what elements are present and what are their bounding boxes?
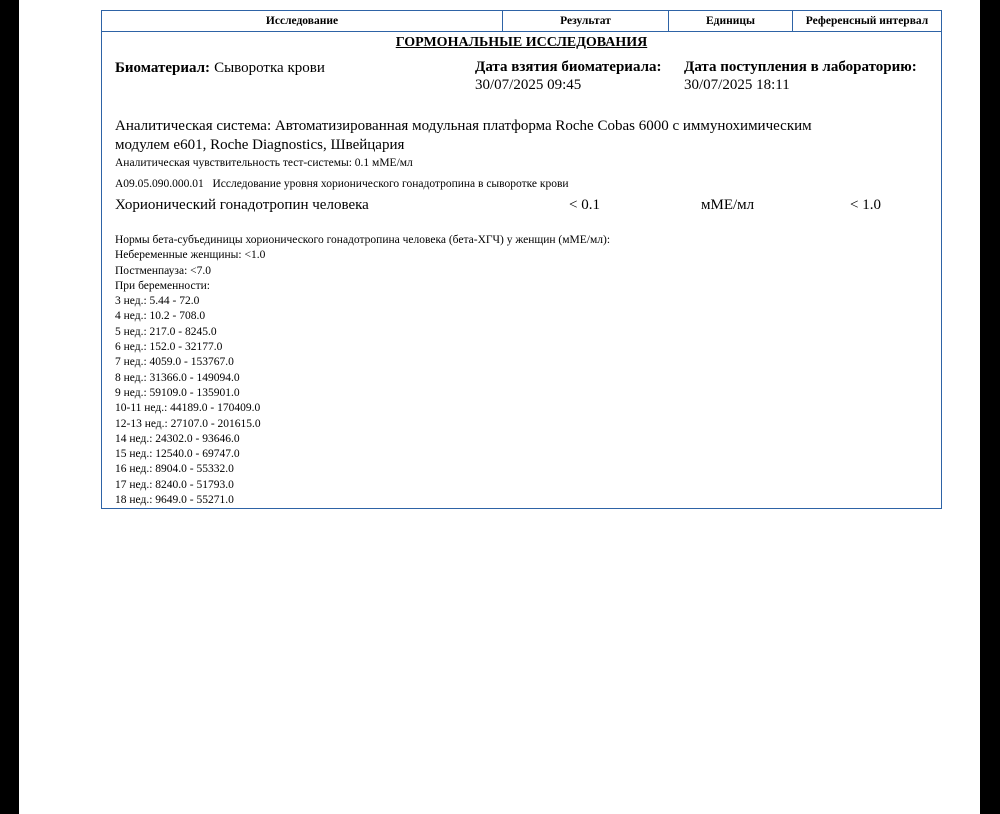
- analytic-system-line-2: модулем e601, Roche Diagnostics, Швейцария: [115, 137, 405, 153]
- test-code-line: [115, 178, 569, 190]
- lab-report-table: [101, 10, 942, 509]
- analytic-system: [115, 117, 812, 155]
- norms-line: 9 нед.: 59109.0 - 135901.0: [115, 386, 240, 399]
- norms-list: [115, 233, 610, 508]
- norms-line: 5 нед.: 217.0 - 8245.0: [115, 325, 217, 338]
- test-code-description: Исследование уровня хорионического гонадотропина в сыворотке крови: [212, 178, 569, 190]
- result-name: Хорионический гонадотропин человека: [115, 197, 369, 213]
- section-title: ГОРМОНАЛЬНЫЕ ИССЛЕДОВАНИЯ: [395, 35, 648, 50]
- norms-line: 12-13 нед.: 27107.0 - 201615.0: [115, 417, 261, 430]
- analytic-system-line-1: Аналитическая система: Автоматизированная модульная платформа Roche Cobas 6000 с иммунохимическим: [115, 118, 812, 134]
- table-header: [102, 11, 941, 32]
- norms-line: Постменпауза: <7.0: [115, 264, 212, 277]
- header-units: Единицы: [669, 11, 793, 31]
- result-units: мМЕ/мл: [701, 197, 755, 213]
- norms-line: 7 нед.: 4059.0 - 153767.0: [115, 356, 234, 369]
- norms-line: 16 нед.: 8904.0 - 55332.0: [115, 463, 234, 476]
- norms-line: 3 нед.: 5.44 - 72.0: [115, 295, 200, 308]
- norms-line: 18 нед.: 9649.0 - 55271.0: [115, 494, 234, 507]
- result-reference: < 1.0: [850, 197, 881, 213]
- biomaterial-value: Сыворотка крови: [214, 60, 325, 76]
- norms-line: 6 нед.: 152.0 - 32177.0: [115, 341, 223, 354]
- arrival-date-label: Дата поступления в лабораторию:: [684, 59, 917, 75]
- norms-line: При беременности:: [115, 279, 210, 292]
- norms-line: 15 нед.: 12540.0 - 69747.0: [115, 448, 240, 461]
- norms-line: 10-11 нед.: 44189.0 - 170409.0: [115, 402, 261, 415]
- norms-line: 4 нед.: 10.2 - 708.0: [115, 310, 206, 323]
- collection-date-label: Дата взятия биоматериала:: [475, 59, 662, 75]
- norms-line: 14 нед.: 24302.0 - 93646.0: [115, 432, 240, 445]
- sensitivity: Аналитическая чувствительность тест-системы: 0.1 мМЕ/мл: [115, 157, 413, 169]
- norms-line: 8 нед.: 31366.0 - 149094.0: [115, 371, 240, 384]
- norms-line: 17 нед.: 8240.0 - 51793.0: [115, 478, 234, 491]
- result-value: < 0.1: [569, 197, 600, 213]
- collection-date-value: 30/07/2025 09:45: [475, 77, 582, 93]
- biomaterial-label: Биоматериал:: [115, 60, 211, 76]
- header-study: Исследование: [102, 11, 503, 31]
- norms-line: Небеременные женщины: <1.0: [115, 249, 266, 262]
- biomaterial: [115, 59, 325, 77]
- header-result: Результат: [503, 11, 669, 31]
- test-code: A09.05.090.000.01: [115, 178, 204, 190]
- document-page: [19, 0, 980, 814]
- arrival-date-value: 30/07/2025 18:11: [684, 77, 790, 93]
- header-reference: Референсный интервал: [805, 15, 929, 27]
- norms-line: Нормы бета-субъединицы хорионического гонадотропина человека (бета-ХГЧ) у женщин (мМЕ/мл):: [115, 234, 611, 246]
